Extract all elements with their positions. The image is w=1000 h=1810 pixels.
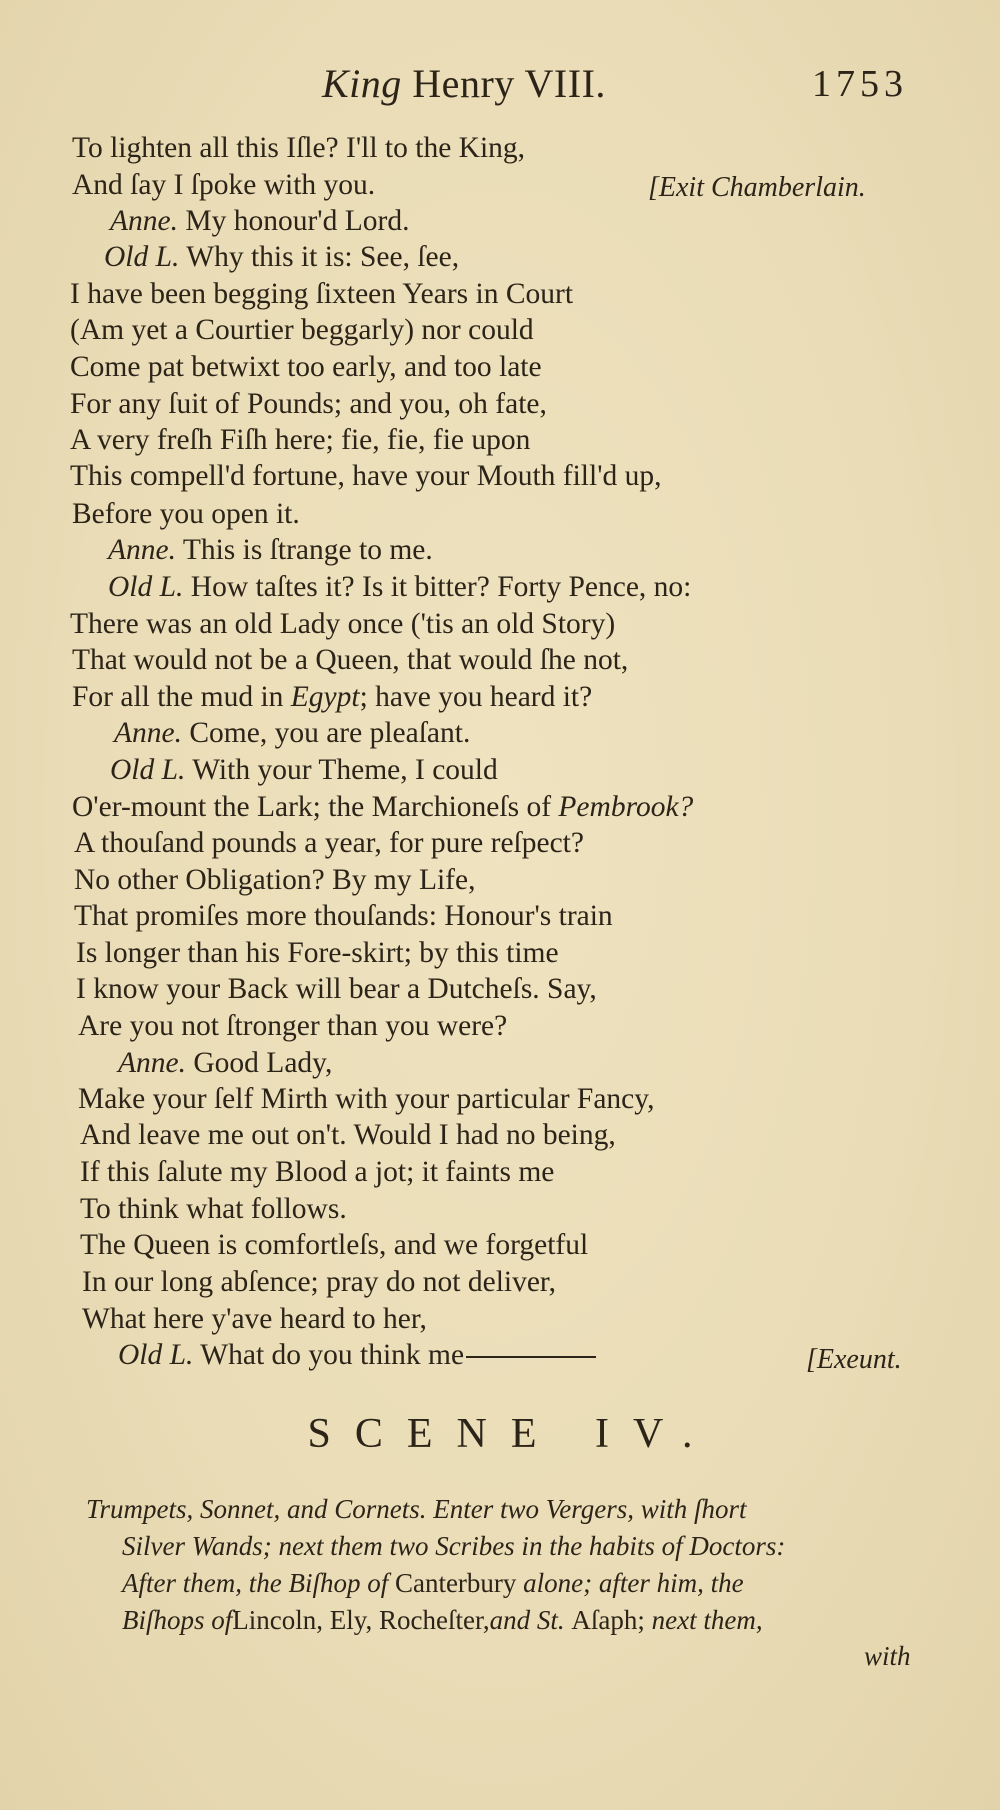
verse-line-24: I know your Back will bear a Dutcheſs. Say,	[76, 973, 597, 1005]
speaker-name: Anne.	[110, 205, 178, 237]
stage-direction-line-1: Trumpets, Sonnet, and Cornets. Enter two Vergers, with ſhort	[86, 1494, 747, 1524]
stage-direction-text: Biſhops of	[122, 1605, 233, 1635]
verse-line-5: I have been begging ſixteen Years in Court	[70, 278, 574, 310]
speaker-name: Old L.	[118, 1339, 194, 1371]
speech-text: What do you think me	[200, 1339, 465, 1371]
speaker-name: Anne.	[114, 717, 182, 749]
speech-text: This is ſtrange to me.	[182, 534, 433, 566]
speech-text: With your Theme, I could	[192, 754, 498, 786]
page-number: 1753	[812, 63, 908, 105]
verse-line-13	[108, 573, 691, 603]
verse-line-4	[104, 243, 459, 273]
verse-line-6: (Am yet a Courtier beggarly) nor could	[70, 314, 534, 346]
verse-line-18	[110, 756, 498, 786]
verse-line-19	[72, 793, 693, 823]
stage-direction-text: After them, the Biſhop of	[122, 1568, 389, 1598]
verse-line-32: In our long abſence; pray do not deliver,	[82, 1266, 556, 1298]
verse-line-22: That promiſes more thouſands: Honour's train	[74, 900, 613, 932]
speaker-name: Anne.	[118, 1047, 186, 1079]
verse-line-20: A thouſand pounds a year, for pure reſpect?	[74, 827, 584, 859]
stage-direction-line-2: Silver Wands; next them two Scribes in the habits of Doctors:	[122, 1531, 786, 1561]
place-name: Egypt	[290, 681, 360, 713]
verse-line-28: And leave me out on't. Would I had no being,	[80, 1119, 616, 1151]
verse-line-31: The Queen is comfortleſs, and we forgetful	[80, 1229, 589, 1261]
speech-text: Good Lady,	[193, 1047, 333, 1079]
exeunt-direction: [Exeunt.	[806, 1344, 902, 1375]
verse-line-3	[110, 207, 409, 237]
verse-line-27: Make your ſelf Mirth with your particular Fancy,	[78, 1083, 655, 1115]
place-name: Pembrook?	[558, 791, 694, 823]
verse-line-14: There was an old Lady once ('tis an old Story)	[70, 608, 616, 640]
speaker-name: Old L.	[108, 571, 184, 603]
dash-rule	[466, 1356, 596, 1358]
stage-direction-text: alone; after him, the	[523, 1568, 744, 1598]
verse-line-26	[118, 1049, 332, 1079]
catchword: with	[864, 1641, 911, 1671]
stage-direction-line-4	[122, 1605, 763, 1636]
proper-name: Canterbury	[394, 1568, 517, 1598]
verse-line-10: This compell'd fortune, have your Mouth fill'd up,	[70, 460, 662, 492]
running-title-roman: Henry VIII.	[412, 61, 606, 106]
proper-name: Lincoln, Ely, Rocheſter,	[232, 1605, 490, 1635]
verse-line-15: That would not be a Queen, that would ſhe not,	[72, 644, 629, 676]
verse-line-7: Come pat betwixt too early, and too late	[70, 351, 542, 383]
proper-name: Aſaph;	[571, 1605, 645, 1635]
speech-text: My honour'd Lord.	[185, 205, 410, 237]
scene-heading: SCENE IV.	[307, 1411, 717, 1457]
verse-line-29: If this ſalute my Blood a jot; it faints me	[80, 1156, 555, 1188]
stage-direction-text: and St.	[489, 1605, 565, 1635]
speech-text: O'er-mount the Lark; the Marchioneſs of	[72, 791, 552, 823]
verse-line-2: And ſay I ſpoke with you.	[72, 169, 376, 201]
running-title-italic: King	[322, 61, 402, 106]
exit-direction: [Exit Chamberlain.	[648, 172, 866, 203]
running-title	[322, 60, 606, 107]
verse-line-9: A very freſh Fiſh here; fie, fie, fie upon	[70, 424, 531, 456]
stage-direction-line-3	[122, 1568, 744, 1599]
verse-line-30: To think what follows.	[80, 1193, 347, 1225]
speaker-name: Anne.	[108, 534, 176, 566]
speech-text: For all the mud in	[72, 681, 284, 713]
verse-line-1: To lighten all this Iſle? I'll to the King,	[72, 132, 526, 164]
stage-direction-text: next them,	[651, 1605, 763, 1635]
verse-line-33: What here y'ave heard to her,	[82, 1303, 427, 1335]
verse-line-17	[114, 719, 470, 749]
speaker-name: Old L.	[110, 754, 186, 786]
verse-line-12	[108, 536, 433, 566]
verse-line-11: Before you open it.	[72, 498, 300, 530]
verse-line-16	[72, 683, 592, 713]
verse-line-21: No other Obligation? By my Life,	[74, 864, 476, 896]
speech-text: Come, you are pleaſant.	[189, 717, 471, 749]
speech-text: ; have you heard it?	[359, 681, 593, 713]
verse-line-34	[118, 1341, 596, 1371]
verse-line-25: Are you not ſtronger than you were?	[78, 1010, 508, 1042]
verse-line-23: Is longer than his Fore-skirt; by this time	[76, 937, 559, 969]
speaker-name: Old L.	[104, 241, 180, 273]
verse-line-8: For any ſuit of Pounds; and you, oh fate,	[70, 388, 547, 420]
speech-text: How taſtes it? Is it bitter? Forty Pence, no:	[190, 571, 692, 603]
speech-text: Why this it is: See, ſee,	[186, 241, 460, 273]
